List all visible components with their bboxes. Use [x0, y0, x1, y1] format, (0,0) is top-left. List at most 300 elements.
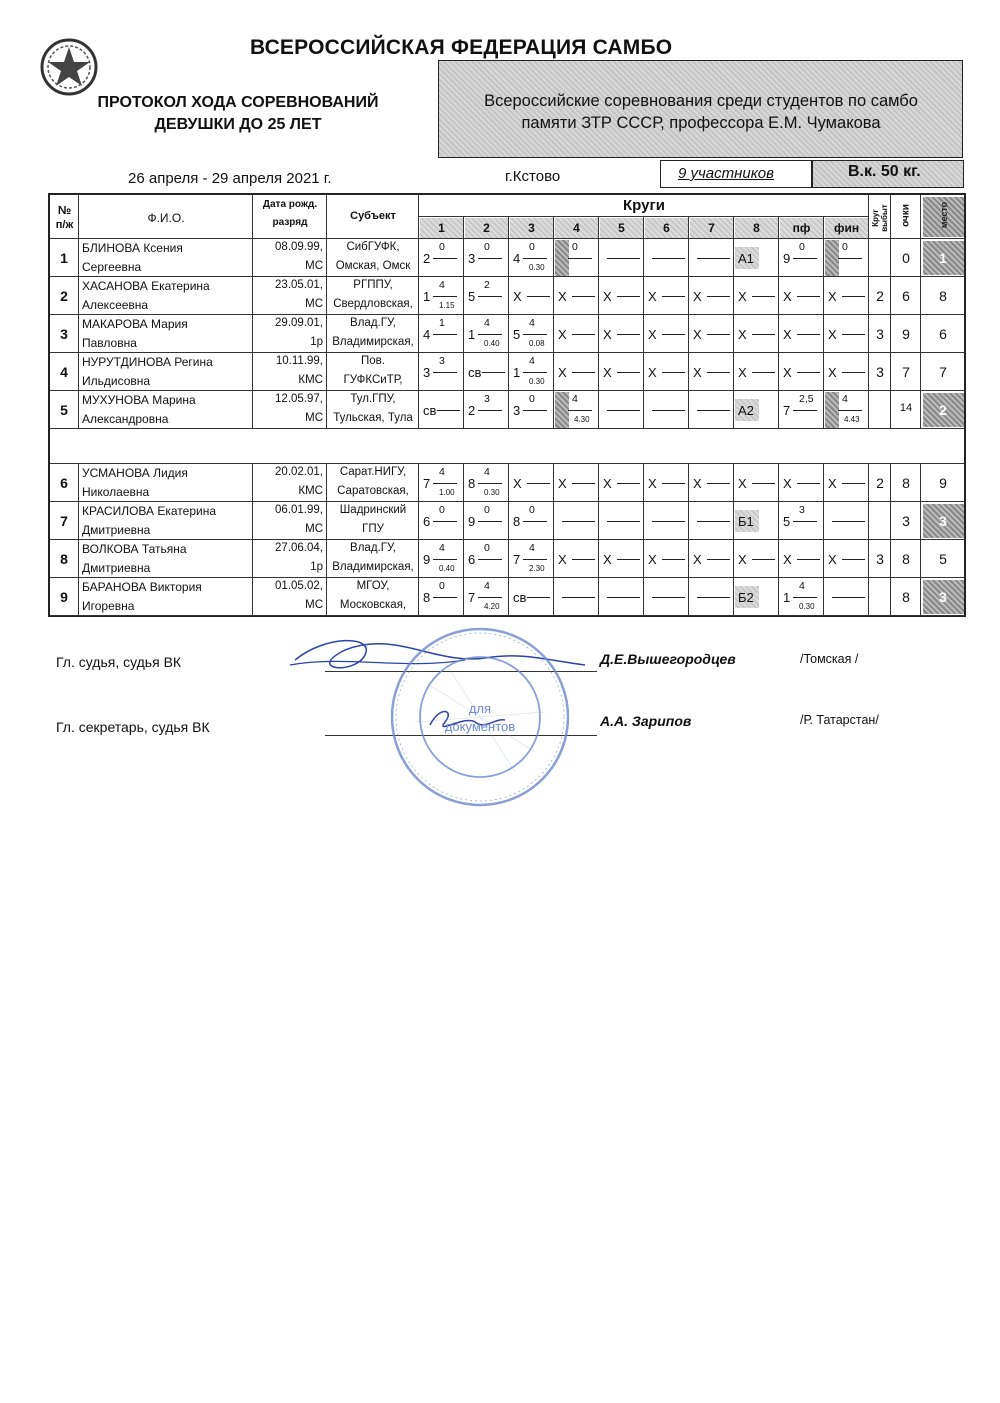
place: 8 [939, 288, 947, 304]
header-no2: п/ж [55, 219, 74, 231]
score-line [433, 296, 457, 297]
score-line [523, 521, 547, 522]
header-round-4: 4 [573, 221, 580, 235]
round-time: 0.30 [529, 263, 545, 272]
round-score: 4 [799, 580, 805, 592]
participant-subject-line2: Московская, [339, 599, 407, 611]
round-dash [752, 372, 775, 373]
round-score: 0 [529, 504, 535, 516]
round-opponent: св [423, 403, 437, 418]
place: 7 [939, 364, 947, 380]
round-opponent: 8 [513, 514, 521, 529]
round-time: 2.30 [529, 564, 545, 573]
score-line [568, 410, 592, 411]
round-dash [697, 410, 730, 411]
row-number: 9 [60, 589, 68, 605]
round-time: 0.30 [529, 377, 545, 386]
row-number: 8 [60, 551, 68, 567]
round-opponent: X [828, 476, 837, 491]
participant-subject-line2: Омская, Омск [335, 260, 411, 272]
round-opponent: X [738, 476, 747, 491]
participant-rank: МС [305, 599, 323, 611]
place: 5 [939, 551, 947, 567]
header-no: № [57, 203, 72, 217]
round-score: 2 [484, 279, 490, 291]
row-number: 3 [60, 326, 68, 342]
participant-rank: МС [305, 260, 323, 272]
round-dash [797, 296, 820, 297]
score-line [478, 521, 502, 522]
participant-dob: 20.02.01, [275, 466, 323, 478]
participant-surname: МАКАРОВА Мария [82, 317, 188, 331]
participant-subject-line2: ГПУ [362, 523, 384, 535]
participant-subject-line2: Тульская, Тула [333, 412, 413, 424]
round-opponent: А2 [738, 403, 754, 418]
score-line [478, 334, 502, 335]
round-opponent: X [558, 365, 567, 380]
federation-logo-star-icon [40, 38, 98, 96]
round-opponent: 1 [423, 289, 431, 304]
score-line [793, 521, 817, 522]
round-out: 3 [876, 364, 884, 380]
round-score: 1 [439, 317, 445, 329]
round-opponent: X [603, 327, 612, 342]
participant-rank: МС [305, 298, 323, 310]
participant-subject-line1: Влад.ГУ, [350, 542, 396, 554]
round-dash [572, 483, 595, 484]
round-dash [437, 410, 460, 411]
round-time: 0.40 [484, 339, 500, 348]
round-opponent: X [738, 552, 747, 567]
round-dash [617, 483, 640, 484]
round-opponent: X [558, 476, 567, 491]
score-line [793, 410, 817, 411]
score-line [433, 559, 457, 560]
round-score: 0 [484, 241, 490, 253]
round-score: 4 [484, 317, 490, 329]
place: 2 [939, 402, 947, 418]
header-round-6: 6 [663, 221, 670, 235]
round-dash [572, 559, 595, 560]
round-shaded-block [825, 240, 839, 276]
round-opponent: 3 [513, 403, 521, 418]
round-opponent: X [693, 552, 702, 567]
chief-secretary-region: /Р. Татарстан/ [800, 713, 879, 727]
header-round-1: 1 [438, 221, 445, 235]
competition-name-line2: памяти ЗТР СССР, профессора Е.М. Чумакова [521, 114, 881, 132]
round-dash [662, 372, 685, 373]
round-opponent: X [558, 327, 567, 342]
round-score: 4 [439, 542, 445, 554]
round-opponent: 9 [468, 514, 476, 529]
round-opponent: X [738, 289, 747, 304]
round-score: 4 [529, 542, 535, 554]
participant-patronymic: Дмитриевна [82, 561, 151, 575]
participant-patronymic: Павловна [82, 336, 137, 350]
participant-rank: 1р [310, 561, 323, 573]
round-opponent: 9 [783, 251, 791, 266]
points: 6 [902, 288, 910, 304]
round-opponent: 7 [423, 476, 431, 491]
participant-subject-line1: СибГУФК, [346, 241, 400, 253]
participant-patronymic: Дмитриевна [82, 523, 151, 537]
score-line [523, 559, 547, 560]
round-dash [752, 334, 775, 335]
round-dash [842, 296, 865, 297]
round-time: 4.43 [844, 415, 860, 424]
competition-name-line1: Всероссийские соревнования среди студентов по самбо [484, 92, 918, 110]
table-row [50, 464, 964, 502]
row-out-cell [869, 239, 891, 277]
table-row [50, 391, 964, 429]
round-shaded-block [555, 240, 569, 276]
round-dash [607, 258, 640, 259]
header-subject: Субъект [350, 210, 396, 222]
round-time: 1.15 [439, 301, 455, 310]
header-round-2: 2 [483, 221, 490, 235]
round-score: 2,5 [799, 393, 814, 405]
round-dash [617, 334, 640, 335]
round-opponent: 1 [513, 365, 521, 380]
participant-surname: КРАСИЛОВА Екатерина [82, 504, 217, 518]
round-opponent: X [828, 365, 837, 380]
round-opponent: X [783, 365, 792, 380]
points: 14 [899, 402, 913, 414]
score-line [523, 372, 547, 373]
participant-subject-line1: РГППУ, [353, 279, 393, 291]
round-opponent: X [603, 476, 612, 491]
protocol-title-line2: ДЕВУШКИ ДО 25 ЛЕТ [154, 116, 322, 133]
score-line [478, 597, 502, 598]
round-time: 0.08 [529, 339, 545, 348]
round-score: 0 [439, 241, 445, 253]
participant-rank: КМС [298, 374, 323, 386]
participant-surname: МУХУНОВА Марина [82, 393, 196, 407]
participant-subject-line1: Тул.ГПУ, [350, 393, 396, 405]
round-opponent: 5 [468, 289, 476, 304]
table-row [50, 502, 964, 540]
round-dash [607, 410, 640, 411]
chief-judge-label: Гл. судья, судья ВК [56, 654, 182, 670]
round-opponent: 2 [468, 403, 476, 418]
round-dash [652, 258, 685, 259]
row-number: 1 [60, 250, 68, 266]
participant-dob: 27.06.04, [275, 542, 323, 554]
round-opponent: X [828, 327, 837, 342]
place: 3 [939, 513, 947, 529]
round-score: 0 [484, 542, 490, 554]
round-score: 4 [439, 466, 445, 478]
table-row [50, 315, 964, 353]
round-time: 0.30 [484, 488, 500, 497]
header-round-10: фин [833, 221, 860, 235]
round-opponent: X [648, 365, 657, 380]
round-opponent: 4 [513, 251, 521, 266]
header-round-7: 7 [708, 221, 715, 235]
chief-secretary-label: Гл. секретарь, судья ВК [56, 719, 210, 735]
round-opponent: X [693, 289, 702, 304]
participant-surname: ВОЛКОВА Татьяна [82, 542, 187, 556]
header-rank: разряд [272, 217, 308, 228]
round-dash [662, 334, 685, 335]
participant-surname: БАРАНОВА Виктория [82, 580, 202, 594]
round-opponent: 8 [468, 476, 476, 491]
participant-subject-line1: Сарат.НИГУ, [339, 466, 407, 478]
round-dash [652, 521, 685, 522]
round-dash [572, 334, 595, 335]
round-dash [562, 597, 595, 598]
stamp-text: для документов [444, 701, 516, 734]
round-dash [832, 521, 865, 522]
round-opponent: 5 [513, 327, 521, 342]
row-number: 7 [60, 513, 68, 529]
results-table [48, 193, 966, 617]
round-dash [842, 372, 865, 373]
round-time: 4.20 [484, 602, 500, 611]
header-no-cell [50, 195, 79, 239]
participants-count: 9 участников [678, 165, 774, 182]
round-score: 4 [529, 355, 535, 367]
round-dash [697, 521, 730, 522]
round-dash [662, 296, 685, 297]
round-dash [617, 559, 640, 560]
participant-surname: БЛИНОВА Ксения [82, 241, 183, 255]
round-opponent: Б1 [738, 514, 754, 529]
round-opponent: X [738, 327, 747, 342]
round-opponent: 4 [423, 327, 431, 342]
round-time: 0.40 [439, 564, 455, 573]
round-dash [527, 296, 550, 297]
score-line [793, 597, 817, 598]
round-opponent: X [648, 289, 657, 304]
weight-class: В.к. 50 кг. [848, 163, 921, 180]
round-dash [752, 296, 775, 297]
chief-judge-name: Д.Е.Вышегородцев [600, 651, 736, 667]
round-opponent: X [828, 289, 837, 304]
row-out-cell [869, 502, 891, 540]
round-opponent: X [603, 552, 612, 567]
score-line [838, 258, 862, 259]
round-score: 4 [484, 580, 490, 592]
protocol-title-line1: ПРОТОКОЛ ХОДА СОРЕВНОВАНИЙ [97, 94, 379, 111]
row-out-cell [869, 391, 891, 429]
header-points: очки [900, 204, 912, 227]
place: 1 [939, 250, 947, 266]
round-dash [527, 483, 550, 484]
chief-judge-region: /Томская / [800, 652, 859, 666]
score-line [523, 258, 547, 259]
round-dash [797, 483, 820, 484]
round-opponent: 3 [468, 251, 476, 266]
round-dash [707, 296, 730, 297]
participant-patronymic: Игоревна [82, 599, 135, 613]
round-opponent: Б2 [738, 590, 754, 605]
round-dash [652, 410, 685, 411]
round-dash [842, 559, 865, 560]
round-opponent: 8 [423, 590, 431, 605]
round-opponent: А1 [738, 251, 754, 266]
points: 8 [902, 589, 910, 605]
protocol-title [68, 92, 408, 136]
row-number: 5 [60, 402, 68, 418]
participant-rank: МС [305, 523, 323, 535]
score-line [523, 334, 547, 335]
round-score: 0 [842, 241, 848, 253]
score-line [433, 597, 457, 598]
round-opponent: 7 [513, 552, 521, 567]
round-opponent: X [603, 289, 612, 304]
round-dash [752, 559, 775, 560]
score-line [478, 296, 502, 297]
round-score: 3 [439, 355, 445, 367]
round-opponent: св [468, 365, 482, 380]
competition-city: г.Кстово [505, 168, 561, 185]
participant-patronymic: Николаевна [82, 485, 150, 499]
competition-name [440, 90, 962, 134]
round-opponent: X [783, 327, 792, 342]
round-dash [607, 521, 640, 522]
round-dash [572, 372, 595, 373]
row-out-cell [869, 578, 891, 616]
participant-dob: 12.05.97, [275, 393, 323, 405]
participant-dob: 08.09.99, [275, 241, 323, 253]
header-name: Ф.И.О. [147, 211, 185, 225]
round-opponent: 5 [783, 514, 791, 529]
round-dash [482, 372, 505, 373]
row-number: 6 [60, 475, 68, 491]
round-shaded-block [555, 392, 569, 428]
score-line [568, 258, 592, 259]
round-opponent: X [558, 289, 567, 304]
round-score: 3 [799, 504, 805, 516]
round-opponent: 1 [783, 590, 791, 605]
round-opponent: 9 [423, 552, 431, 567]
participant-subject-line2: Свердловская, [333, 298, 413, 310]
round-opponent: 6 [423, 514, 431, 529]
header-dob: Дата рожд. [262, 199, 318, 210]
round-time: 1.00 [439, 488, 455, 497]
score-line [433, 372, 457, 373]
round-dash [662, 483, 685, 484]
round-opponent: 2 [423, 251, 431, 266]
score-line [433, 483, 457, 484]
round-score: 0 [572, 241, 578, 253]
round-time: 4.30 [574, 415, 590, 424]
round-opponent: 7 [783, 403, 791, 418]
round-score: 4 [439, 279, 445, 291]
participant-surname: УСМАНОВА Лидия [82, 466, 188, 480]
participant-rank: 1р [310, 336, 323, 348]
points: 9 [902, 326, 910, 342]
participant-subject-line1: Шадринский [339, 504, 407, 516]
round-dash [697, 258, 730, 259]
round-dash [842, 334, 865, 335]
round-dash [842, 483, 865, 484]
round-dash [752, 483, 775, 484]
header-out: Круг выбыт [871, 204, 889, 232]
score-line [433, 258, 457, 259]
participant-rank: МС [305, 412, 323, 424]
round-dash [562, 521, 595, 522]
round-score: 0 [439, 504, 445, 516]
round-opponent: X [783, 289, 792, 304]
points: 0 [902, 250, 910, 266]
score-line [478, 483, 502, 484]
round-opponent: X [783, 476, 792, 491]
round-dash [572, 296, 595, 297]
header-place: место [939, 201, 949, 229]
round-opponent: 7 [468, 590, 476, 605]
participant-dob: 10.11.99, [275, 355, 323, 367]
participant-surname: ХАСАНОВА Екатерина [82, 279, 210, 293]
round-dash [707, 559, 730, 560]
round-opponent: X [513, 476, 522, 491]
round-score: 0 [439, 580, 445, 592]
place: 9 [939, 475, 947, 491]
round-dash [527, 597, 550, 598]
round-opponent: св [513, 590, 527, 605]
points: 3 [902, 513, 910, 529]
participant-subject-line2: Владимирская, [332, 336, 414, 348]
round-opponent: X [513, 289, 522, 304]
round-dash [832, 597, 865, 598]
points: 8 [902, 551, 910, 567]
round-score: 0 [799, 241, 805, 253]
round-dash [707, 372, 730, 373]
round-opponent: X [828, 552, 837, 567]
participant-dob: 06.01.99, [275, 504, 323, 516]
round-score: 0 [529, 241, 535, 253]
score-line [838, 410, 862, 411]
round-opponent: X [648, 327, 657, 342]
place: 3 [939, 589, 947, 605]
round-opponent: X [738, 365, 747, 380]
round-out: 2 [876, 288, 884, 304]
header-rounds: Круги [623, 197, 665, 214]
chief-secretary-name: А.А. Зарипов [600, 713, 692, 729]
round-dash [652, 597, 685, 598]
participant-dob: 29.09.01, [275, 317, 323, 329]
round-out: 2 [876, 475, 884, 491]
header-round-5: 5 [618, 221, 625, 235]
participant-subject-line1: МГОУ, [356, 580, 390, 592]
round-opponent: X [648, 476, 657, 491]
round-score: 4 [842, 393, 848, 405]
round-score: 3 [484, 393, 490, 405]
score-line [433, 521, 457, 522]
round-time: 0.30 [799, 602, 815, 611]
round-opponent: X [693, 476, 702, 491]
row-number: 4 [60, 364, 68, 380]
round-dash [707, 334, 730, 335]
participant-dob: 01.05.02, [275, 580, 323, 592]
row-number: 2 [60, 288, 68, 304]
participant-patronymic: Сергеевна [82, 260, 142, 274]
round-out: 3 [876, 326, 884, 342]
round-dash [797, 334, 820, 335]
score-line [433, 334, 457, 335]
round-opponent: X [648, 552, 657, 567]
federation-title: ВСЕРОССИЙСКАЯ ФЕДЕРАЦИЯ САМБО [250, 36, 673, 59]
table-row [50, 540, 964, 578]
round-score: 4 [484, 466, 490, 478]
round-dash [797, 559, 820, 560]
round-opponent: X [693, 327, 702, 342]
round-score: 0 [484, 504, 490, 516]
round-score: 4 [572, 393, 578, 405]
round-dash [707, 483, 730, 484]
round-out: 3 [876, 551, 884, 567]
